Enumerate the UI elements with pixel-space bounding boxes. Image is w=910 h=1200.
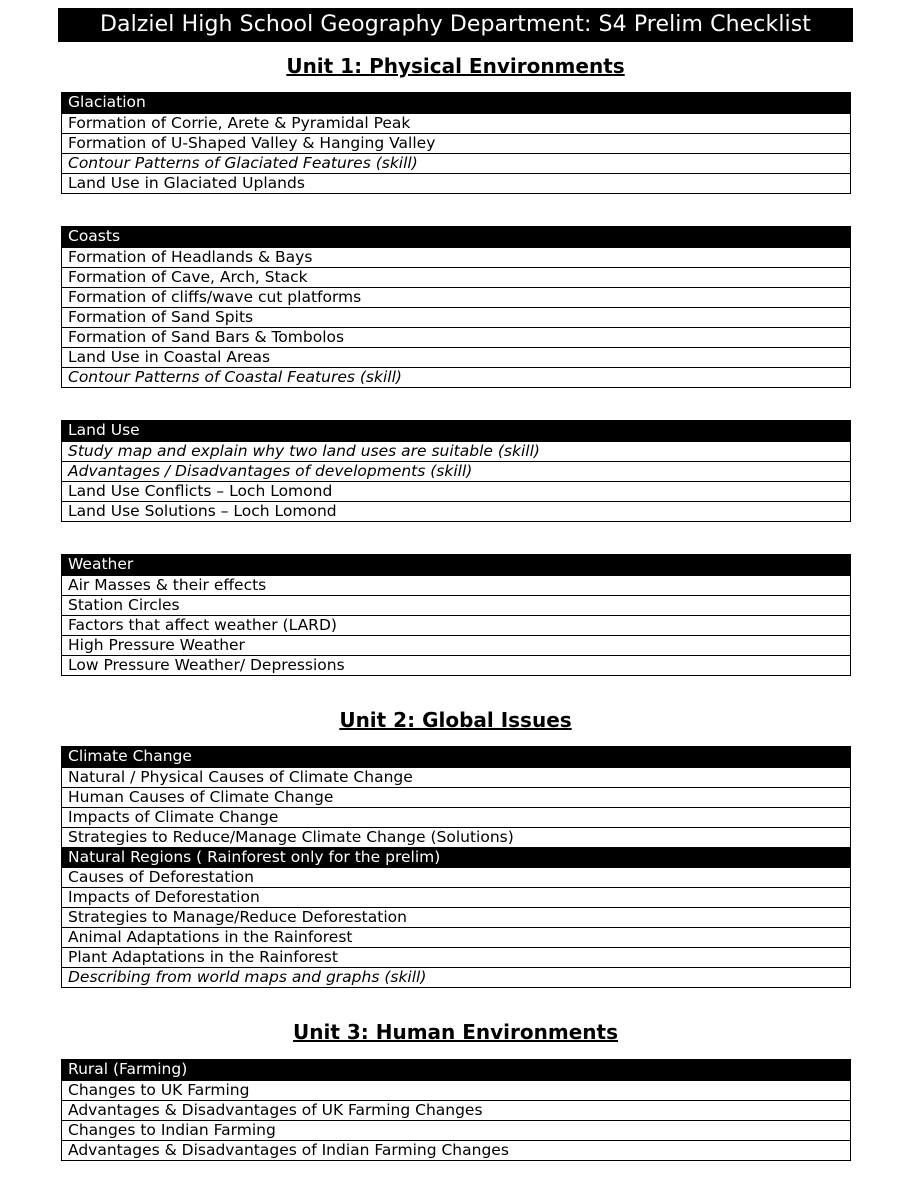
checklist-item-skill: Contour Patterns of Glaciated Features (skill) (62, 153, 850, 173)
section-header-coasts: Coasts (62, 227, 850, 247)
checklist-item: Causes of Deforestation (62, 867, 850, 887)
weather-table (61, 554, 851, 676)
section-header-weather: Weather (62, 555, 850, 575)
checklist-item: Changes to UK Farming (62, 1080, 850, 1100)
unit-1-heading: Unit 1: Physical Environments (286, 54, 625, 78)
unit-3-heading: Unit 3: Human Environments (293, 1020, 618, 1044)
land-use-table (61, 420, 851, 522)
checklist-item-skill: Study map and explain why two land uses are suitable (skill) (62, 441, 850, 461)
checklist-item: Land Use Conflicts – Loch Lomond (62, 481, 850, 501)
checklist-item: Formation of Cave, Arch, Stack (62, 267, 850, 287)
checklist-item: Strategies to Reduce/Manage Climate Change (Solutions) (62, 827, 850, 847)
checklist-item: Factors that affect weather (LARD) (62, 615, 850, 635)
checklist-item: Formation of Headlands & Bays (62, 247, 850, 267)
checklist-item: Low Pressure Weather/ Depressions (62, 655, 850, 675)
checklist-item: Impacts of Deforestation (62, 887, 850, 907)
checklist-item: Air Masses & their effects (62, 575, 850, 595)
checklist-item: Natural / Physical Causes of Climate Change (62, 767, 850, 787)
checklist-item: Land Use Solutions – Loch Lomond (62, 501, 850, 521)
checklist-item-skill: Advantages / Disadvantages of developments (skill) (62, 461, 850, 481)
checklist-item: Animal Adaptations in the Rainforest (62, 927, 850, 947)
glaciation-table (61, 92, 851, 194)
global-issues-table (61, 746, 851, 988)
checklist-item: Human Causes of Climate Change (62, 787, 850, 807)
section-header-glaciation: Glaciation (62, 93, 850, 113)
checklist-item: Formation of Sand Spits (62, 307, 850, 327)
checklist-item: Land Use in Coastal Areas (62, 347, 850, 367)
checklist-item: Formation of cliffs/wave cut platforms (62, 287, 850, 307)
page-title: Dalziel High School Geography Department: S4 Prelim Checklist (58, 8, 853, 42)
checklist-item: Formation of Corrie, Arete & Pyramidal Peak (62, 113, 850, 133)
section-header-climate-change: Climate Change (62, 747, 850, 767)
unit-2-heading: Unit 2: Global Issues (339, 708, 572, 732)
checklist-item: High Pressure Weather (62, 635, 850, 655)
checklist-item: Advantages & Disadvantages of UK Farming Changes (62, 1100, 850, 1120)
rural-table (61, 1059, 851, 1161)
section-header-rural: Rural (Farming) (62, 1060, 850, 1080)
section-header-natural-regions: Natural Regions ( Rainforest only for the prelim) (62, 847, 850, 867)
checklist-item: Impacts of Climate Change (62, 807, 850, 827)
checklist-item: Changes to Indian Farming (62, 1120, 850, 1140)
checklist-item: Station Circles (62, 595, 850, 615)
coasts-table (61, 226, 851, 388)
checklist-item-skill: Contour Patterns of Coastal Features (skill) (62, 367, 850, 387)
checklist-item: Formation of Sand Bars & Tombolos (62, 327, 850, 347)
checklist-item: Land Use in Glaciated Uplands (62, 173, 850, 193)
section-header-land-use: Land Use (62, 421, 850, 441)
checklist-item: Advantages & Disadvantages of Indian Farming Changes (62, 1140, 850, 1160)
checklist-item: Strategies to Manage/Reduce Deforestation (62, 907, 850, 927)
checklist-item-skill: Describing from world maps and graphs (skill) (62, 967, 850, 987)
checklist-item: Plant Adaptations in the Rainforest (62, 947, 850, 967)
checklist-item: Formation of U-Shaped Valley & Hanging Valley (62, 133, 850, 153)
